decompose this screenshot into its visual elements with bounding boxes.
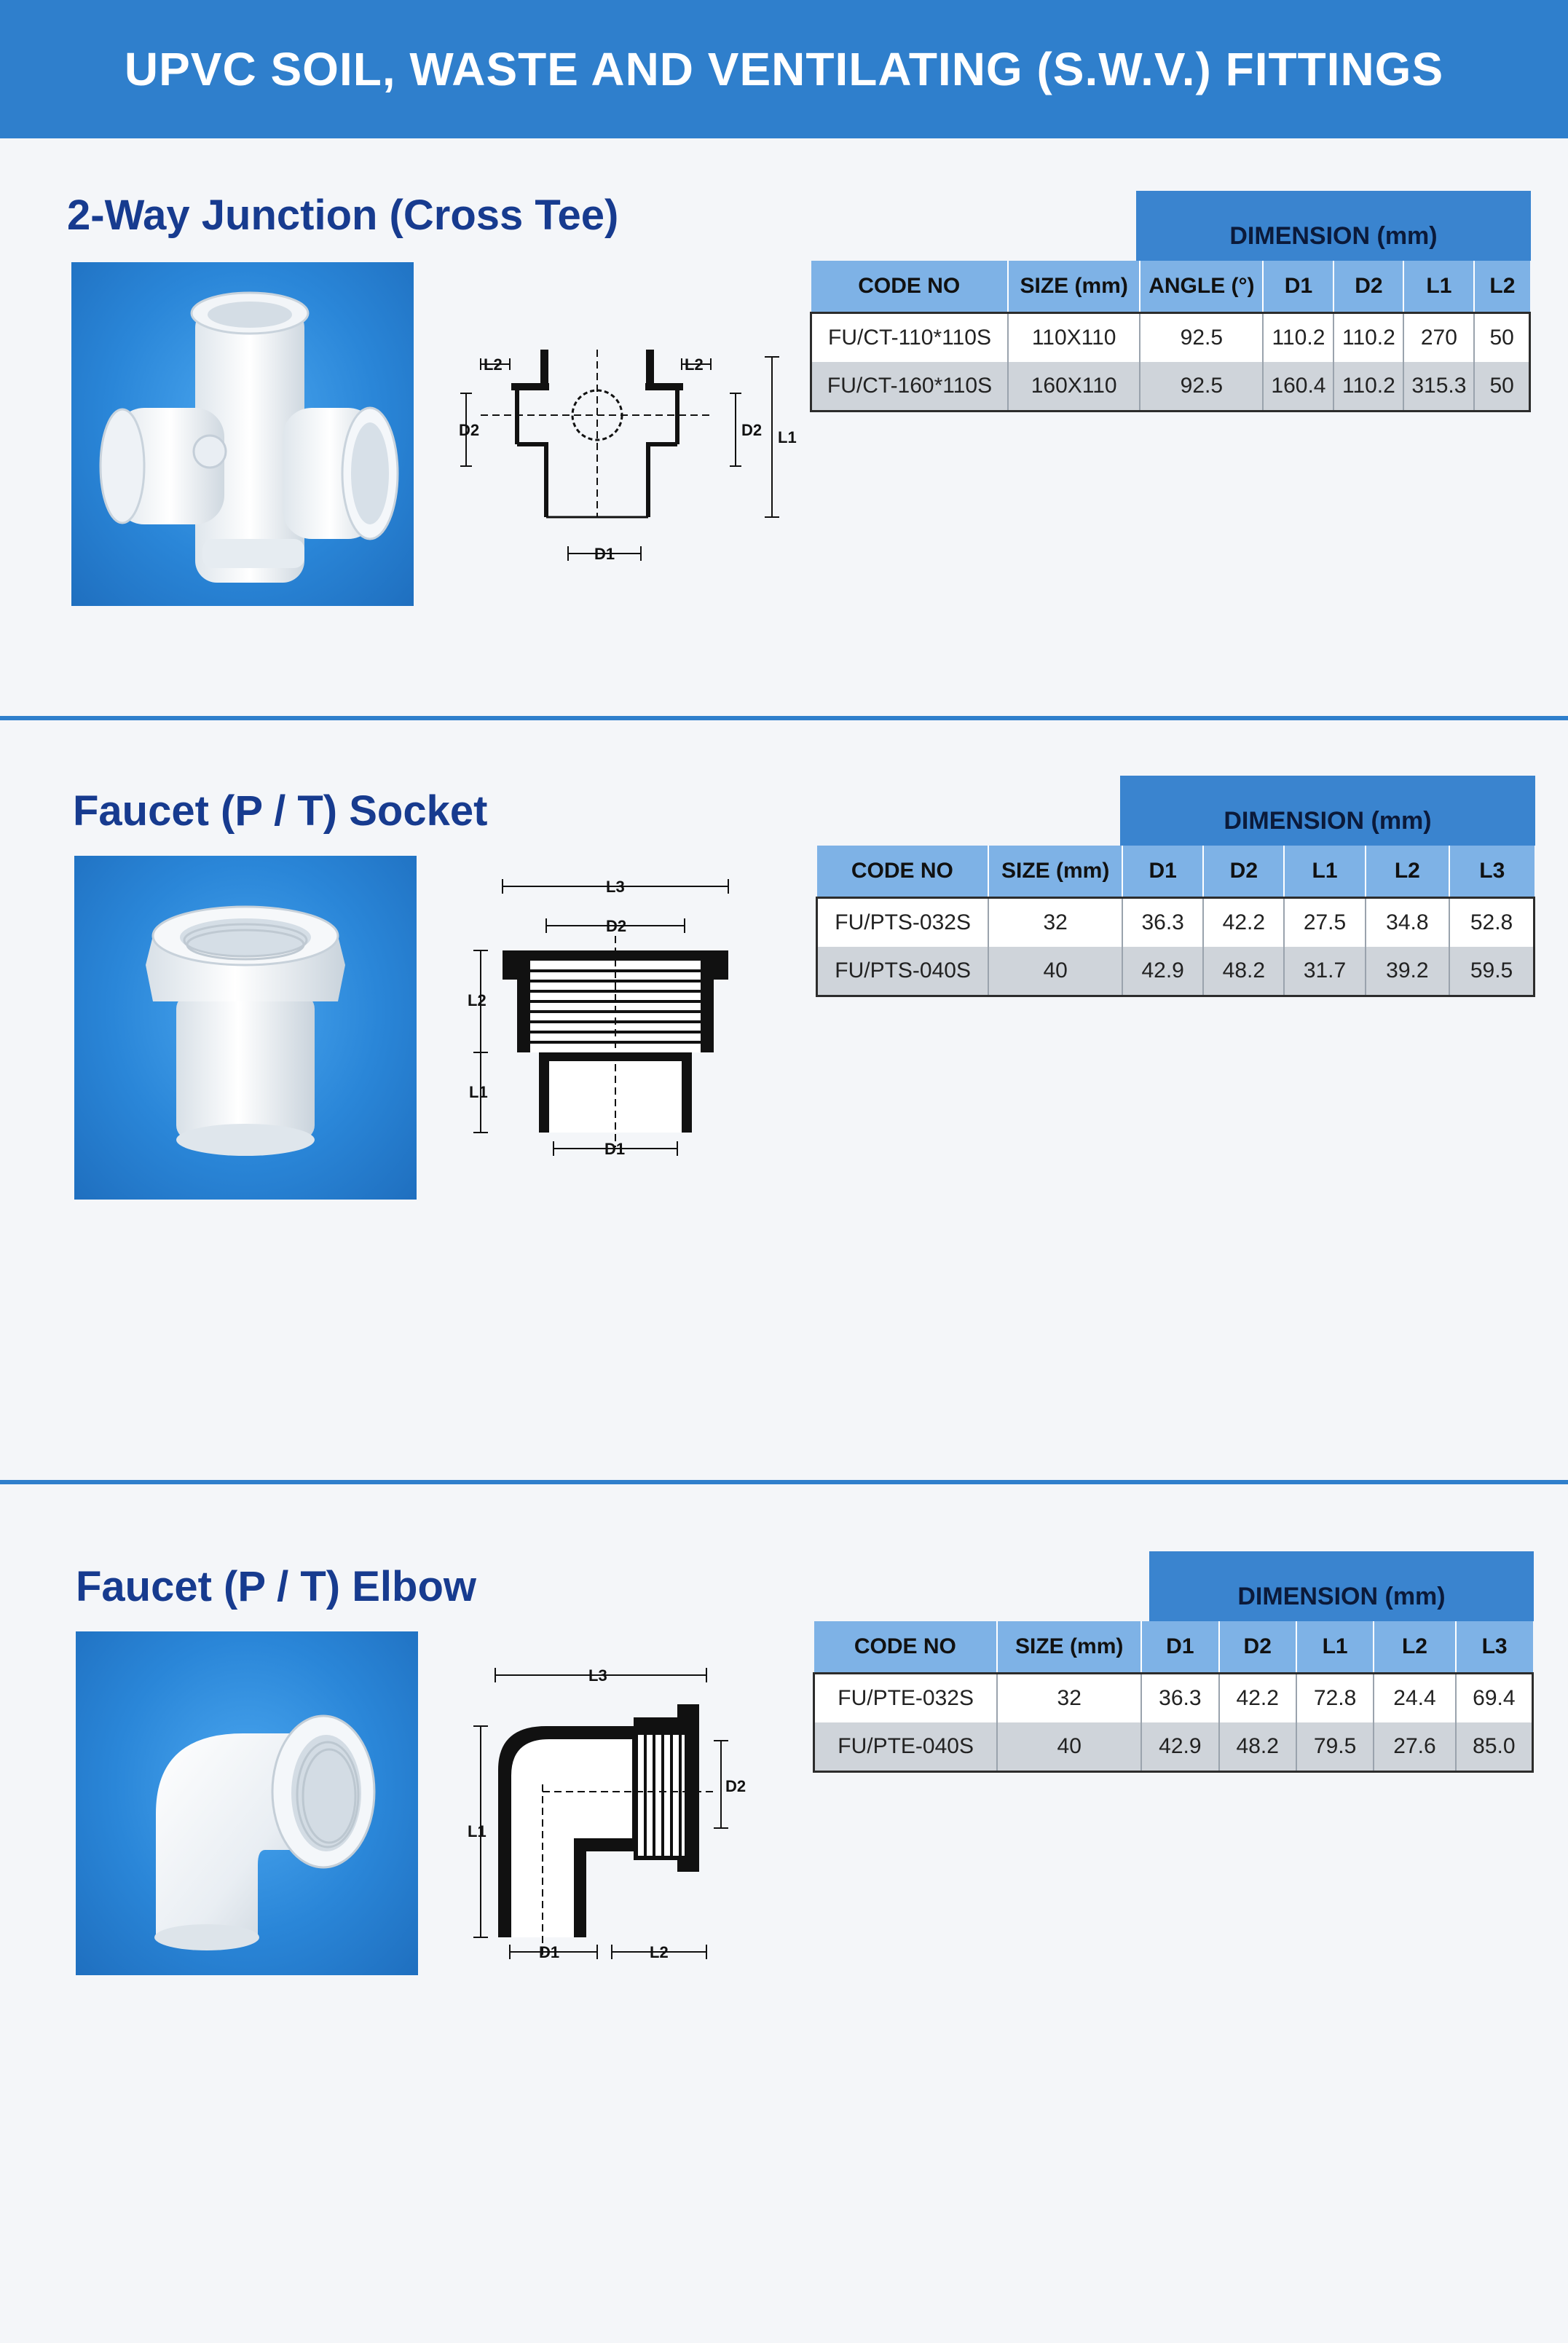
cross-tee-illustration (71, 262, 414, 606)
col-l1: L1 (1403, 261, 1474, 313)
faucet-elbow-label-l3: L3 (588, 1666, 607, 1685)
cross-tee-label-l1: L1 (778, 428, 797, 446)
cross-tee-photo (71, 262, 414, 606)
table-row (814, 1674, 1533, 1723)
cell-l2: 24.4 (1374, 1674, 1455, 1723)
faucet-elbow-label-l2: L2 (650, 1943, 669, 1961)
cell-size: 110X110 (1008, 313, 1140, 363)
col-size: SIZE (mm) (988, 846, 1122, 898)
cross-tee-label-d1: D1 (594, 545, 615, 563)
section-title-cross-tee: 2-Way Junction (Cross Tee) (67, 192, 619, 239)
cross-tee-dimension-header: DIMENSION (mm) (1136, 191, 1531, 261)
col-d2: D2 (1219, 1621, 1296, 1674)
cell-d1: 110.2 (1263, 313, 1333, 363)
cell-l1: 31.7 (1284, 947, 1365, 996)
cell-code: FU/PTS-032S (817, 898, 989, 948)
col-size: SIZE (mm) (997, 1621, 1141, 1674)
col-l1: L1 (1284, 846, 1365, 898)
cell-l3: 52.8 (1449, 898, 1534, 948)
faucet-socket-label-l2: L2 (468, 991, 486, 1009)
faucet-elbow-label-d1: D1 (539, 1943, 560, 1961)
cell-code: FU/PTE-040S (814, 1722, 998, 1772)
faucet-socket-dimension-header: DIMENSION (mm) (1120, 776, 1535, 846)
table-header-row (811, 261, 1530, 313)
section-title-faucet-elbow: Faucet (P / T) Elbow (76, 1563, 476, 1610)
cell-d2: 48.2 (1219, 1722, 1296, 1772)
cell-l1: 79.5 (1296, 1722, 1374, 1772)
cell-l1: 270 (1403, 313, 1474, 363)
cross-tee-label-l2-right: L2 (685, 355, 704, 374)
cell-d1: 42.9 (1122, 947, 1203, 996)
col-d2: D2 (1333, 261, 1403, 313)
section-title-faucet-socket: Faucet (P / T) Socket (73, 787, 488, 835)
col-l2: L2 (1366, 846, 1450, 898)
cross-tee-label-d2-left: D2 (459, 421, 480, 439)
cell-d1: 36.3 (1141, 1674, 1218, 1723)
col-l3: L3 (1449, 846, 1534, 898)
faucet-elbow-photo (76, 1631, 418, 1975)
faucet-socket-photo (74, 856, 417, 1200)
table-row (814, 1722, 1533, 1772)
cross-tee-table (810, 261, 1531, 412)
faucet-socket-table (816, 846, 1535, 997)
table-row (817, 947, 1534, 996)
cell-code: FU/PTE-032S (814, 1674, 998, 1723)
cell-d2: 42.2 (1219, 1674, 1296, 1723)
faucet-elbow-label-l1: L1 (468, 1822, 486, 1840)
col-size: SIZE (mm) (1008, 261, 1140, 313)
faucet-elbow-illustration (76, 1631, 418, 1975)
cell-size: 32 (997, 1674, 1141, 1723)
section-divider-1 (0, 716, 1568, 720)
cross-tee-diagram (452, 342, 801, 575)
cell-d1: 160.4 (1263, 362, 1333, 411)
col-d1: D1 (1263, 261, 1333, 313)
table-header-row (814, 1621, 1533, 1674)
faucet-elbow-dimension-header: DIMENSION (mm) (1149, 1551, 1534, 1621)
cell-l3: 85.0 (1456, 1722, 1533, 1772)
cell-size: 40 (988, 947, 1122, 996)
cell-angle: 92.5 (1140, 362, 1263, 411)
col-l2: L2 (1474, 261, 1529, 313)
table-header-row (817, 846, 1534, 898)
cell-code: FU/CT-160*110S (811, 362, 1009, 411)
header-banner (0, 0, 1568, 138)
cell-l2: 27.6 (1374, 1722, 1455, 1772)
faucet-elbow-diagram (466, 1653, 757, 1974)
cell-d2: 48.2 (1203, 947, 1284, 996)
cell-l2: 34.8 (1366, 898, 1450, 948)
cell-l3: 59.5 (1449, 947, 1534, 996)
table-row (817, 898, 1534, 948)
page-title: UPVC SOIL, WASTE AND VENTILATING (S.W.V.) FITTINGS (124, 43, 1444, 95)
cell-size: 40 (997, 1722, 1141, 1772)
col-l3: L3 (1456, 1621, 1533, 1674)
faucet-elbow-table (813, 1621, 1534, 1773)
cell-l1: 27.5 (1284, 898, 1365, 948)
col-d2: D2 (1203, 846, 1284, 898)
faucet-socket-label-d2: D2 (606, 917, 627, 935)
cell-l2: 50 (1474, 313, 1529, 363)
section-divider-2 (0, 1480, 1568, 1484)
table-row (811, 313, 1530, 363)
col-l1: L1 (1296, 1621, 1374, 1674)
cell-code: FU/PTS-040S (817, 947, 989, 996)
table-row (811, 362, 1530, 411)
col-d1: D1 (1141, 1621, 1218, 1674)
cell-d2: 110.2 (1333, 313, 1403, 363)
cell-d1: 36.3 (1122, 898, 1203, 948)
cell-angle: 92.5 (1140, 313, 1263, 363)
faucet-socket-illustration (74, 856, 417, 1200)
col-d1: D1 (1122, 846, 1203, 898)
col-code-no: CODE NO (814, 1621, 998, 1674)
cell-size: 32 (988, 898, 1122, 948)
cell-l2: 39.2 (1366, 947, 1450, 996)
cell-code: FU/CT-110*110S (811, 313, 1009, 363)
col-code-no: CODE NO (811, 261, 1009, 313)
cell-size: 160X110 (1008, 362, 1140, 411)
cell-d1: 42.9 (1141, 1722, 1218, 1772)
faucet-elbow-label-d2: D2 (725, 1777, 746, 1795)
faucet-socket-label-l1: L1 (469, 1083, 488, 1101)
cell-l1: 315.3 (1403, 362, 1474, 411)
cross-tee-label-d2-right: D2 (741, 421, 763, 439)
cell-d2: 110.2 (1333, 362, 1403, 411)
faucet-socket-label-l3: L3 (606, 878, 625, 896)
faucet-socket-label-d1: D1 (604, 1140, 626, 1158)
cross-tee-label-l2-left: L2 (484, 355, 503, 374)
col-l2: L2 (1374, 1621, 1455, 1674)
cell-d2: 42.2 (1203, 898, 1284, 948)
cell-l3: 69.4 (1456, 1674, 1533, 1723)
col-angle: ANGLE (°) (1140, 261, 1263, 313)
faucet-socket-diagram (466, 870, 743, 1162)
cell-l2: 50 (1474, 362, 1529, 411)
col-code-no: CODE NO (817, 846, 989, 898)
cell-l1: 72.8 (1296, 1674, 1374, 1723)
